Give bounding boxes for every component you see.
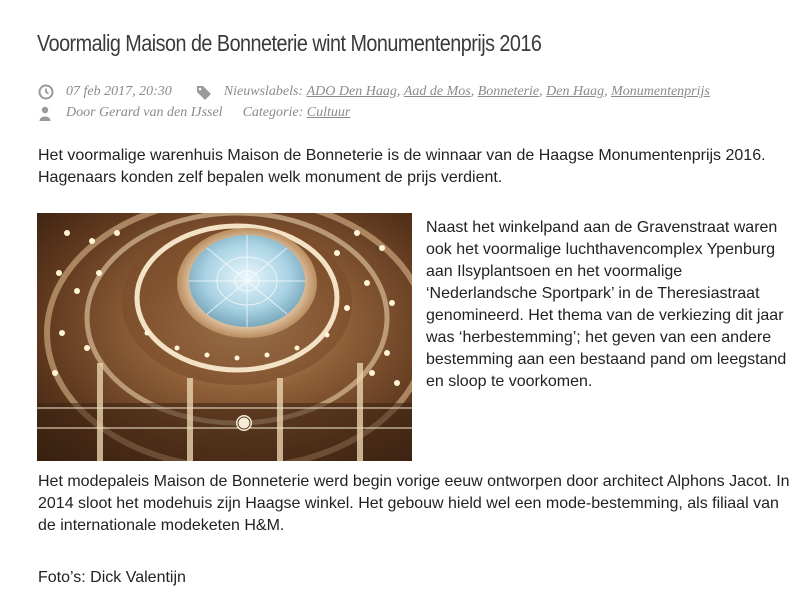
label-link-monumentenprijs[interactable]: Monumentenprijs <box>611 84 710 99</box>
article-author-row <box>38 105 350 121</box>
article-body-1: Naast het winkelpand aan de Gravenstraat waren ook het voormalige luchthavencomplex Ypenburg aan Ilsyplantsoen en het voormalige ‘Nederlandsche Sportpark’ in de Theresiastraat genomineerd. Het thema van de verkiezing dit jaar was ‘herbestemming’; het geven van een andere bestemming aan een bestaand pand om leegstand en sloop te voorkomen. <box>426 219 787 390</box>
label-link-bonneterie[interactable]: Bonneterie <box>477 84 540 99</box>
tag-icon <box>196 85 216 100</box>
label-link-aad-de-mos[interactable]: Aad de Mos <box>403 84 471 99</box>
category-prefix: Categorie: <box>242 105 304 120</box>
category-link[interactable]: Cultuur <box>306 105 351 120</box>
article-intro: Het voormalige warenhuis Maison de Bonneterie is de winnaar van de Haagse Monumentenprijs 2016. Hagenaars konden zelf bepalen welk monument de prijs verdient. <box>38 147 766 186</box>
article-photo <box>37 213 412 461</box>
article-date: 07 feb 2017, 20:30 <box>66 84 172 99</box>
article-body-2: Het modepaleis Maison de Bonneterie werd begin vorige eeuw ontworpen door architect Alphons Jacot. In 2014 sloot het modehuis zijn Haagse winkel. Het gebouw hield wel een mode-bestemming, als filiaal van de internationale modeketen H&M. <box>38 473 790 534</box>
label-link-den-haag[interactable]: Den Haag <box>546 84 605 99</box>
photo-credit: Foto’s: Dick Valentijn <box>38 569 186 586</box>
article-title: Voormalig Maison de Bonneterie wint Monumentenprijs 2016 <box>37 30 542 56</box>
article-meta-row: 07 feb 2017, 20:30 Nieuwslabels: ADO Den Haag , Aad de Mos , Bonneterie , Den Haag , Monumentenprijs <box>38 84 710 100</box>
label-link-ado-den-haag[interactable]: ADO Den Haag <box>306 84 397 99</box>
article-author: Door Gerard van den IJssel <box>66 105 223 120</box>
clock-icon <box>38 84 58 100</box>
user-icon <box>38 106 58 121</box>
labels-prefix: Nieuwslabels: <box>223 84 304 99</box>
